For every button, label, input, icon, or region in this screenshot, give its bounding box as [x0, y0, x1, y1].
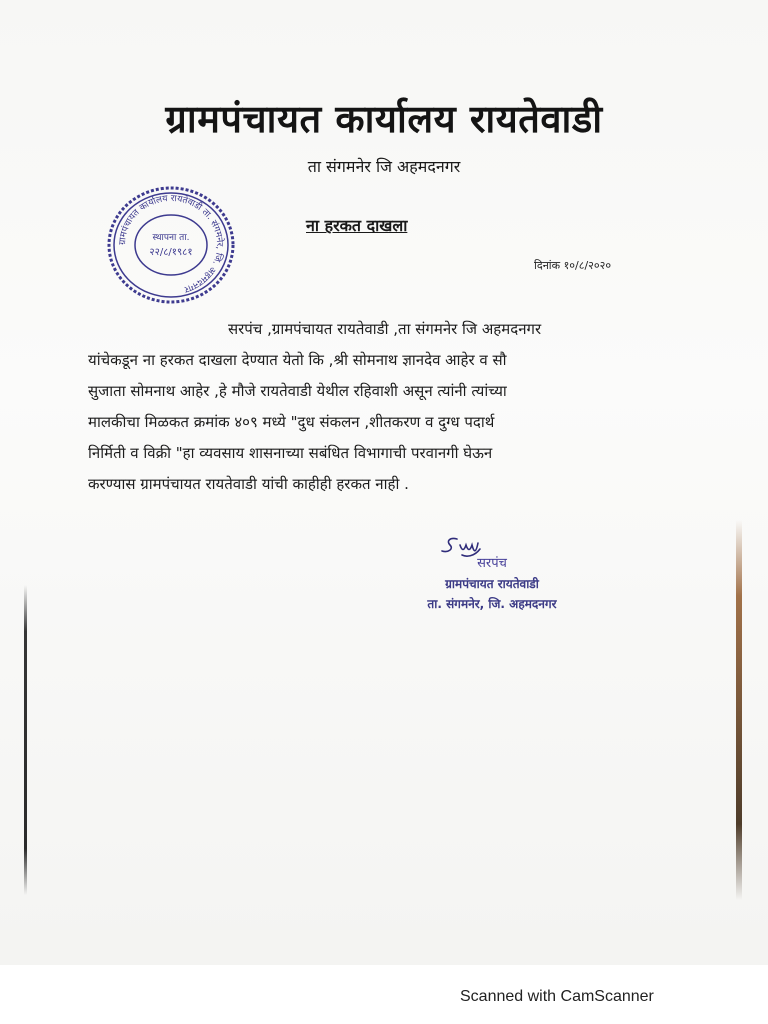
office-seal-stamp	[105, 185, 237, 305]
signature-block	[392, 535, 592, 612]
seal-established-date: २२/८/१९८१	[149, 247, 193, 258]
body-line: यांचेकडून ना हरकत दाखला देण्यात येतो कि ,श्री सोमनाथ ज्ञानदेव आहेर व सौ	[88, 351, 507, 369]
document-date: दिनांक १०/८/२०२०	[534, 259, 612, 272]
body-line: करण्यास ग्रामपंचायत रायतेवाडी यांची काहीही हरकत नाही .	[88, 475, 409, 493]
body-line: सरपंच ,ग्रामपंचायत रायतेवाडी ,ता संगमनेर जि अहमदनगर	[228, 320, 542, 338]
document-body	[88, 314, 648, 500]
signatory-role: सरपंच	[477, 556, 507, 571]
body-line: निर्मिती व विक्री "हा व्यवसाय शासनाच्या सबंधित विभागाची परवानगी घेऊन	[88, 444, 493, 462]
document-heading: ना हरकत दाखला	[306, 216, 408, 235]
signatory-office: ग्रामपंचायत रायतेवाडी	[445, 577, 539, 591]
body-line: मालकीचा मिळकत क्रमांक ४०९ मध्ये "दुध संकलन ,शीतकरण व दुग्ध पदार्थ	[88, 413, 495, 431]
office-address: ता संगमनेर जि अहमदनगर	[307, 157, 461, 176]
seal-established-label: स्थापना ता.	[152, 233, 190, 243]
signatory-place: ता. संगमनेर, जि. अहमदनगर	[427, 597, 557, 611]
page-edge-shadow-left	[24, 585, 27, 895]
seal-ring-text: ग्रामपंचायत कार्यालय रायतेवाडी ता. संगमनेर, जि. अहमदनगर	[117, 193, 225, 294]
office-title: ग्रामपंचायत कार्यालय रायतेवाडी	[165, 97, 603, 141]
body-line: सुजाता सोमनाथ आहेर ,हे मौजे रायतेवाडी येथील रहिवाशी असून त्यांनी त्यांच्या	[88, 382, 507, 400]
page-edge-shadow-right	[736, 520, 742, 900]
scanner-watermark: Scanned with CamScanner	[460, 988, 654, 1005]
